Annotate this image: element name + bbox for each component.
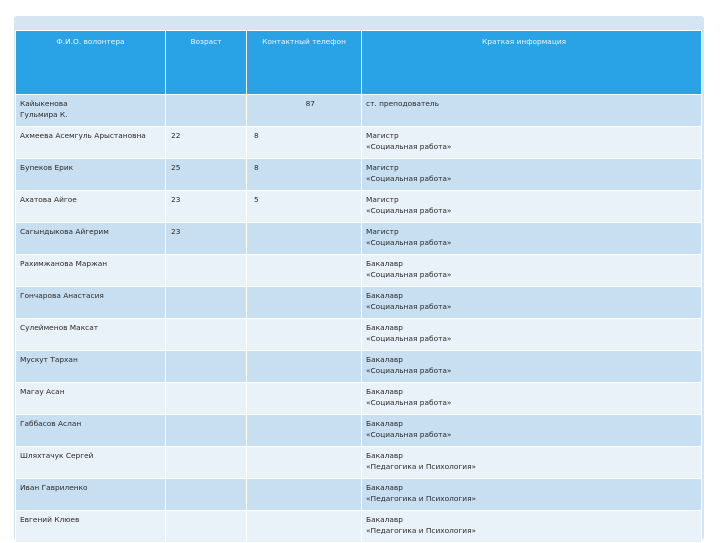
header-row bbox=[16, 31, 702, 95]
table-row bbox=[16, 415, 702, 447]
cell-name: Рахимжанова Маржан bbox=[16, 255, 166, 287]
header-info: Краткая информация bbox=[362, 31, 702, 95]
cell-name: Иван Гавриленко bbox=[16, 479, 166, 511]
cell-phone bbox=[247, 287, 362, 319]
cell-age: 22 bbox=[166, 127, 247, 159]
cell-name: Габбасов Аслан bbox=[16, 415, 166, 447]
table-row bbox=[16, 95, 702, 127]
cell-info: ст. преподователь bbox=[362, 95, 702, 127]
cell-age: 23 bbox=[166, 223, 247, 255]
cell-name: Кайыкенова Гульмира К. bbox=[16, 95, 166, 127]
cell-age bbox=[166, 319, 247, 351]
cell-name: Мускут Тархан bbox=[16, 351, 166, 383]
table-row bbox=[16, 127, 702, 159]
cell-phone bbox=[247, 415, 362, 447]
table-row bbox=[16, 511, 702, 543]
cell-info: Бакалавр «Социальная работа» bbox=[362, 383, 702, 415]
cell-info: Бакалавр «Социальная работа» bbox=[362, 351, 702, 383]
table-row bbox=[16, 383, 702, 415]
cell-phone bbox=[247, 255, 362, 287]
cell-name: Ахатова Айгое bbox=[16, 191, 166, 223]
table-row bbox=[16, 319, 702, 351]
cell-phone: 8 bbox=[247, 127, 362, 159]
cell-info: Магистр «Социальная работа» bbox=[362, 191, 702, 223]
cell-name: Ахмеева Асемгуль Арыстановна bbox=[16, 127, 166, 159]
cell-age bbox=[166, 383, 247, 415]
cell-info: Магистр «Социальная работа» bbox=[362, 223, 702, 255]
cell-name: Магау Асан bbox=[16, 383, 166, 415]
header-phone: Контактный телефон bbox=[247, 31, 362, 95]
table-row bbox=[16, 191, 702, 223]
cell-info: Бакалавр «Социальная работа» bbox=[362, 319, 702, 351]
cell-phone bbox=[247, 319, 362, 351]
cell-phone bbox=[247, 447, 362, 479]
cell-name: Бупеков Ерик bbox=[16, 159, 166, 191]
cell-info: Магистр «Социальная работа» bbox=[362, 127, 702, 159]
cell-info: Магистр «Социальная работа» bbox=[362, 159, 702, 191]
table-body bbox=[16, 95, 702, 543]
cell-phone bbox=[247, 479, 362, 511]
cell-age bbox=[166, 351, 247, 383]
cell-name: Гончарова Анастасия bbox=[16, 287, 166, 319]
cell-name: Шляхтачук Сергей bbox=[16, 447, 166, 479]
cell-info: Бакалавр «Социальная работа» bbox=[362, 287, 702, 319]
table-row bbox=[16, 159, 702, 191]
cell-age bbox=[166, 255, 247, 287]
cell-phone bbox=[247, 383, 362, 415]
cell-info: Бакалавр «Социальная работа» bbox=[362, 255, 702, 287]
cell-info: Бакалавр «Педагогика и Психология» bbox=[362, 511, 702, 543]
cell-phone: 5 bbox=[247, 191, 362, 223]
cell-info: Бакалавр «Педагогика и Психология» bbox=[362, 447, 702, 479]
table-row bbox=[16, 255, 702, 287]
cell-phone: 8 bbox=[247, 159, 362, 191]
cell-age: 25 bbox=[166, 159, 247, 191]
cell-phone bbox=[247, 223, 362, 255]
cell-age bbox=[166, 287, 247, 319]
cell-age bbox=[166, 479, 247, 511]
cell-age bbox=[166, 511, 247, 543]
cell-phone: 87 bbox=[247, 95, 362, 127]
table-row bbox=[16, 351, 702, 383]
cell-phone bbox=[247, 351, 362, 383]
cell-name: Сагындыкова Айгерим bbox=[16, 223, 166, 255]
table-row bbox=[16, 447, 702, 479]
table-row bbox=[16, 287, 702, 319]
cell-info: Бакалавр «Социальная работа» bbox=[362, 415, 702, 447]
cell-name: Евгений Клюев bbox=[16, 511, 166, 543]
header-age: Возраст bbox=[166, 31, 247, 95]
cell-name: Сулейменов Максат bbox=[16, 319, 166, 351]
table-row bbox=[16, 479, 702, 511]
cell-age bbox=[166, 415, 247, 447]
cell-phone bbox=[247, 511, 362, 543]
cell-info: Бакалавр «Педагогика и Психология» bbox=[362, 479, 702, 511]
cell-age bbox=[166, 447, 247, 479]
cell-age: 23 bbox=[166, 191, 247, 223]
cell-age bbox=[166, 95, 247, 127]
volunteer-table bbox=[15, 30, 702, 543]
table-row bbox=[16, 223, 702, 255]
header-name: Ф.И.О. волонтера bbox=[16, 31, 166, 95]
